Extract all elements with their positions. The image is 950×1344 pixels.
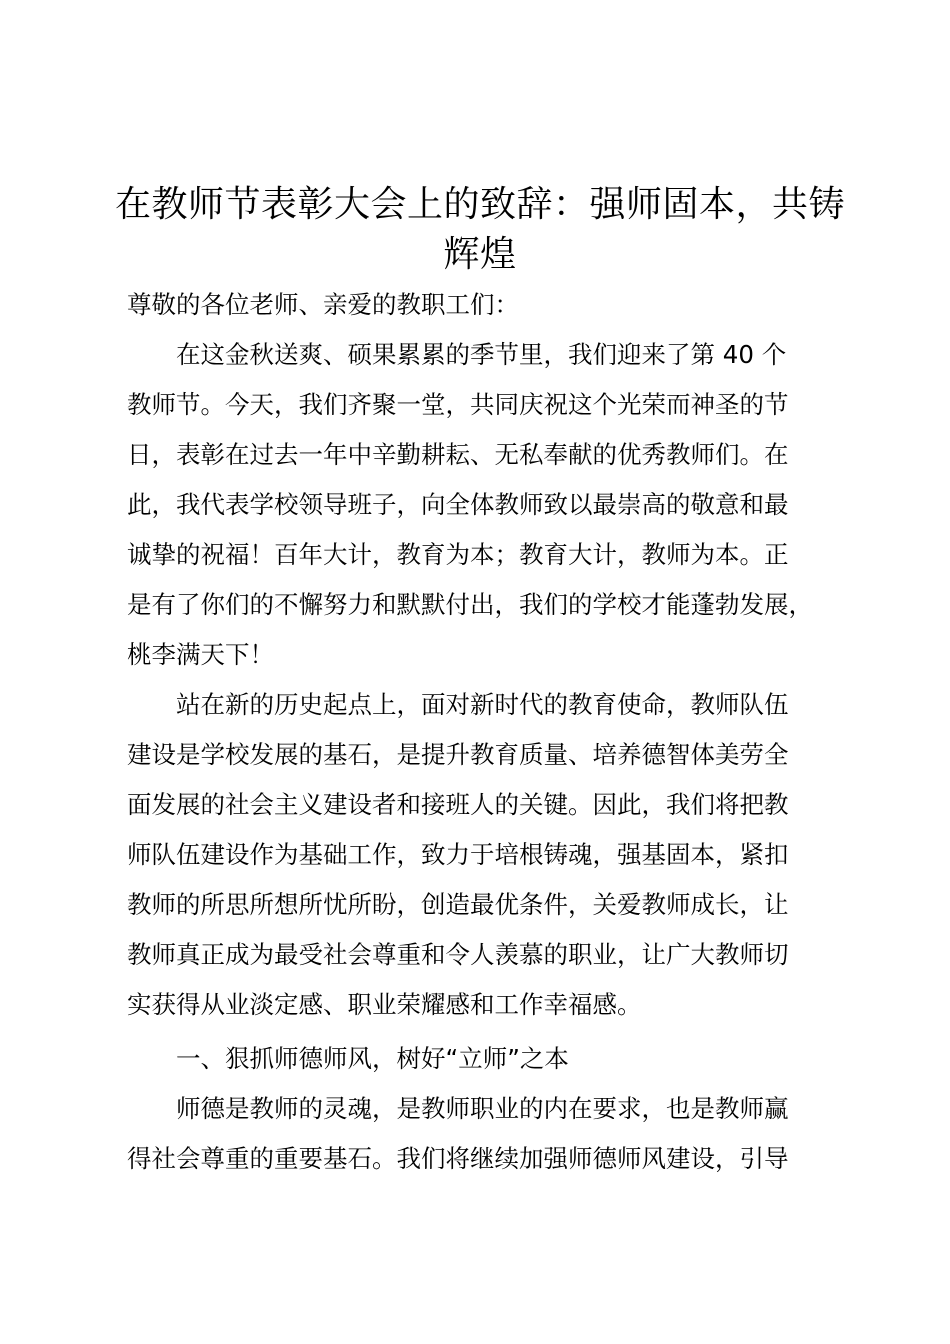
text-line: 此，我代表学校领导班子，向全体教师致以最崇高的敬意和最 xyxy=(127,490,789,519)
text-line: 面发展的社会主义建设者和接班人的关键。因此，我们将把教 xyxy=(127,790,789,819)
text-line: 得社会尊重的重要基石。我们将继续加强师德师风建设，引导 xyxy=(127,1144,789,1173)
text-line: 教师节。今天，我们齐聚一堂，共同庆祝这个光荣而神圣的节 xyxy=(127,390,789,419)
title-line-1: 在教师节表彰大会上的致辞：强师固本，共铸 xyxy=(114,184,845,225)
text-line: 诚挚的祝福！百年大计，教育为本；教育大计，教师为本。正 xyxy=(127,540,789,569)
text-line: 师队伍建设作为基础工作，致力于培根铸魂，强基固本，紧扣 xyxy=(127,840,789,869)
document-body xyxy=(127,280,833,1184)
text-line: 教师真正成为最受社会尊重和令人羡慕的职业，让广大教师切 xyxy=(127,940,789,969)
text-line: 在这金秋送爽、硕果累累的季节里，我们迎来了第 40 个 xyxy=(176,340,787,369)
title-line-2: 辉煌 xyxy=(443,234,517,275)
text-line: 教师的所思所想所忧所盼，创造最优条件，关爱教师成长，让 xyxy=(127,890,789,919)
salutation: 尊敬的各位老师、亲爱的教职工们： xyxy=(127,290,519,319)
text-line: 建设是学校发展的基石，是提升教育质量、培养德智体美劳全 xyxy=(127,740,789,769)
text-line: 站在新的历史起点上，面对新时代的教育使命，教师队伍 xyxy=(176,690,789,719)
text-line: 师德是教师的灵魂，是教师职业的内在要求，也是教师赢 xyxy=(176,1094,789,1123)
paragraph-3 xyxy=(127,1084,833,1184)
text-line: 日，表彰在过去一年中辛勤耕耘、无私奉献的优秀教师们。在 xyxy=(127,440,789,469)
document-title xyxy=(110,180,850,280)
text-line: 实获得从业淡定感、职业荣耀感和工作幸福感。 xyxy=(127,990,642,1019)
text-line: 是有了你们的不懈努力和默默付出，我们的学校才能蓬勃发展， xyxy=(127,590,813,619)
paragraph-1 xyxy=(127,330,833,680)
section-heading: 一、狠抓师德师风，树好“立师”之本 xyxy=(176,1044,569,1073)
paragraph-2 xyxy=(127,680,833,1030)
text-line: 桃李满天下！ xyxy=(127,640,274,669)
